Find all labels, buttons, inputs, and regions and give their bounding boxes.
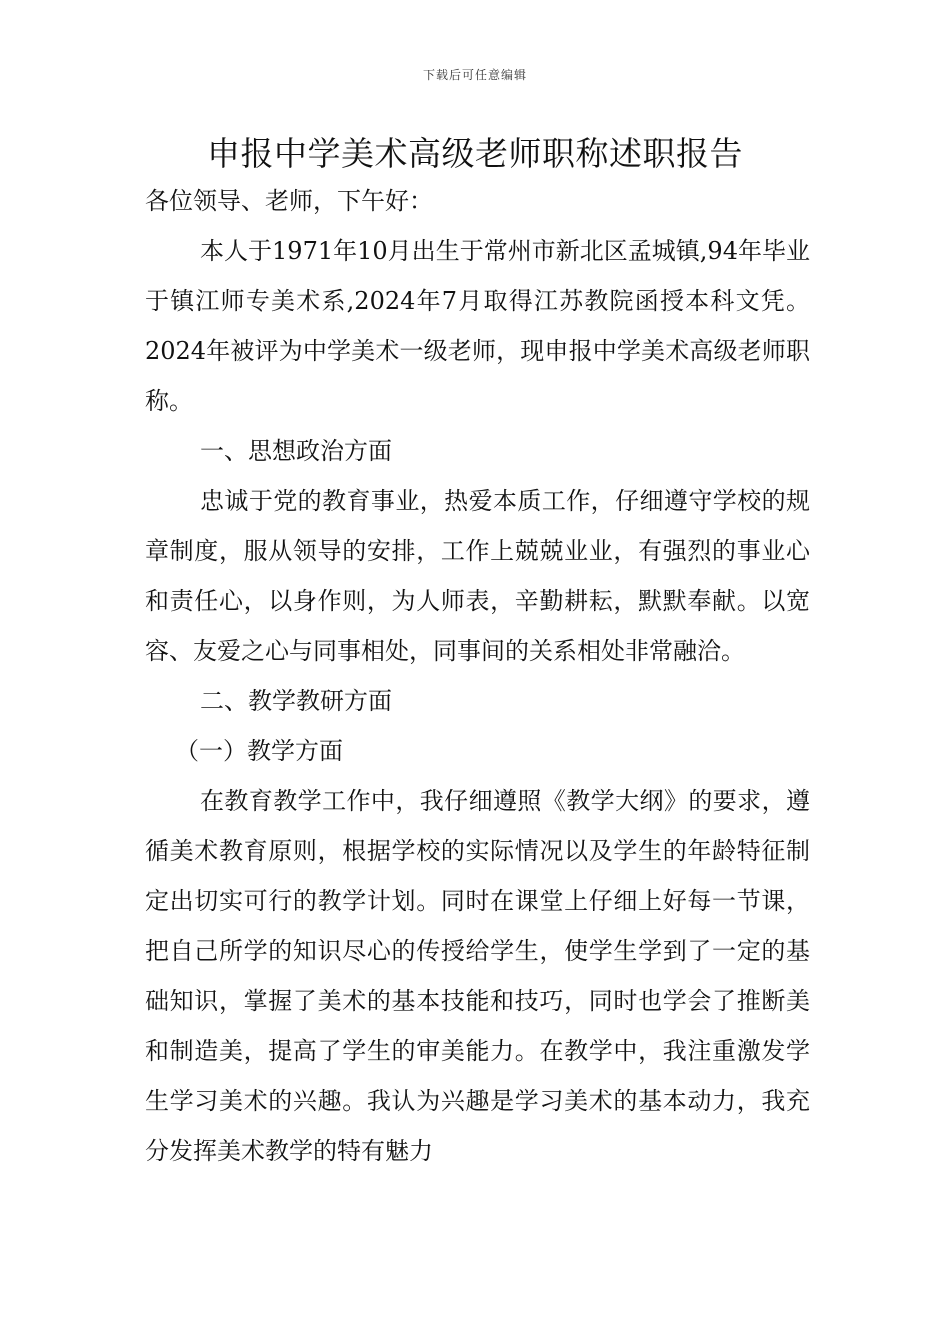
section-2-subheading: （一）教学方面: [175, 737, 343, 765]
section-2-paragraph: 在教育教学工作中，我仔细遵照《教学大纲》的要求，遵循美术教育原则，根据学校的实际情况以及学生的年龄特征制定出切实可行的教学计划。同时在课堂上仔细上好每一节课，把自己所学的知识尽心的传授给学生，使学生学到了一定的基础知识，掌握了美术的基本技能和技巧，同时也学会了推断美和制造美，提高了学生的审美能力。在教学中，我注重激发学生学习美术的兴趣。我认为兴趣是学习美术的基本动力，我充分发挥美术教学的特有魅力: [145, 787, 810, 1165]
greeting: 各位领导、老师，下午好：: [145, 187, 433, 215]
header-note: 下载后可任意编辑: [422, 68, 527, 82]
document-title: 申报中学美术高级老师职称述职报告: [207, 134, 743, 173]
section-1-paragraph: 忠诚于党的教育事业，热爱本质工作，仔细遵守学校的规章制度，服从领导的安排，工作上兢兢业业，有强烈的事业心和责任心，以身作则，为人师表，辛勤耕耘，默默奉献。以宽容、友爱之心与同事相处，同事间的关系相处非常融洽。: [145, 487, 810, 665]
section-1-heading: 一、思想政治方面: [200, 437, 392, 465]
intro-paragraph: 本人于1971年10月出生于常州市新北区孟城镇,94年毕业于镇江师专美术系,2024年7月取得江苏教院函授本科文凭。2024年被评为中学美术一级老师，现申报中学美术高级老师职称。: [145, 237, 810, 415]
document-body: [145, 176, 810, 1176]
section-2-heading: 二、教学教研方面: [200, 687, 392, 715]
